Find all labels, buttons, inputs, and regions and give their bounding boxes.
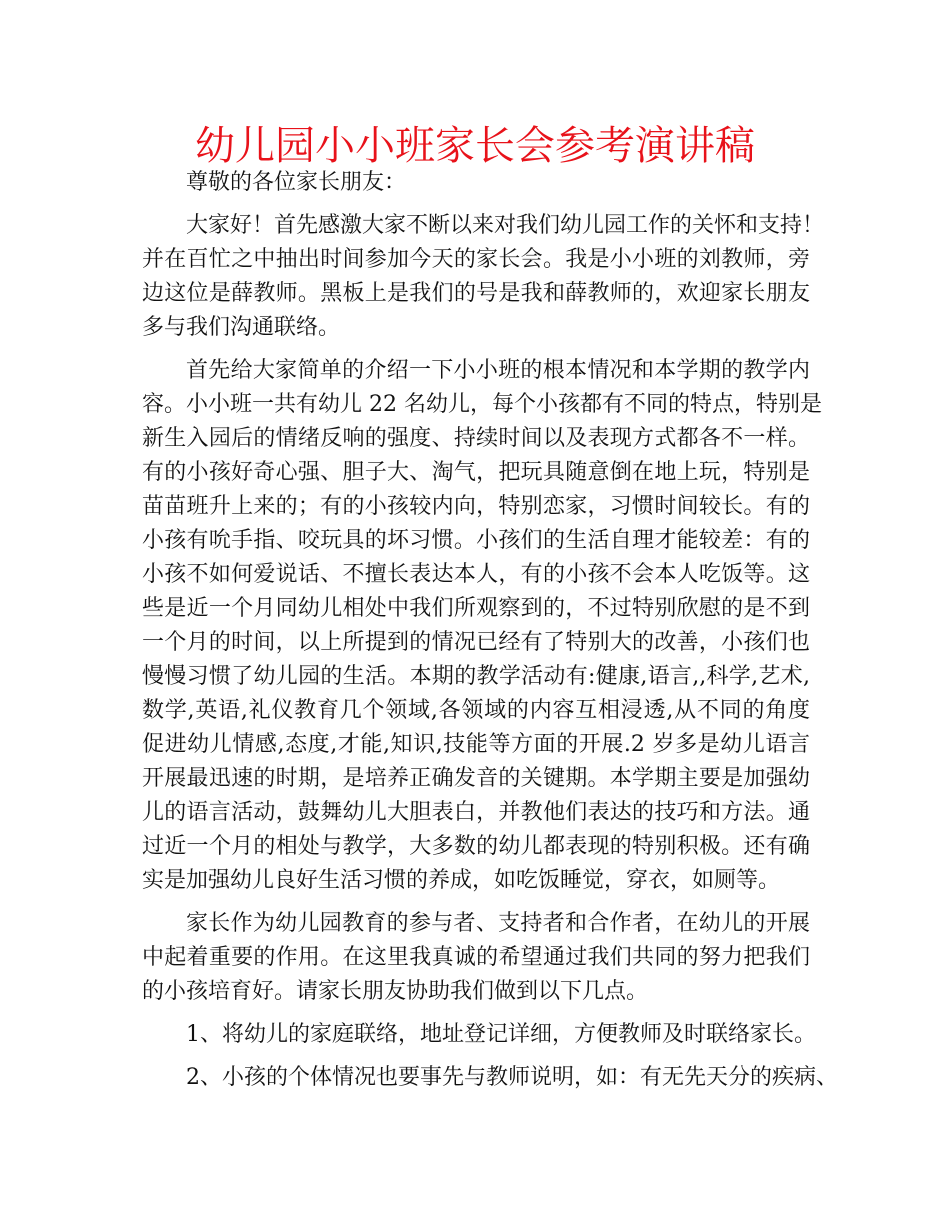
text-line: 首先给大家简单的介绍一下小小班的根本情况和本学期的教学内 xyxy=(186,358,810,383)
document-title: 幼儿园小小班家长会参考演讲稿 xyxy=(195,123,755,169)
text-line: 并在百忙之中抽出时间参加今天的家长会。我是小小班的刘教师，旁 xyxy=(142,247,810,272)
text-line: 的小孩培育好。请家长朋友协助我们做到以下几点。 xyxy=(142,979,649,1004)
text-line: 1、将幼儿的家庭联络，地址登记详细，方便教师及时联络家长。 xyxy=(186,1022,816,1047)
text-line: 2、小孩的个体情况也要事先与教师说明，如：有无先天分的疾病、 xyxy=(186,1065,838,1090)
text-line: 边这位是薛教师。黑板上是我们的号是我和薛教师的，欢迎家长朋友 xyxy=(142,281,810,306)
text-line: 小孩不如何爱说话、不擅长表达本人，有的小孩不会本人吃饭等。这 xyxy=(142,562,810,587)
text-line: 小孩有吮手指、咬玩具的坏习惯。小孩们的生活自理才能较差：有的 xyxy=(142,528,810,553)
text-line: 些是近一个月同幼儿相处中我们所观察到的，不过特别欣慰的是不到 xyxy=(142,596,810,621)
text-line: 过近一个月的相处与教学，大多数的幼儿都表现的特别积极。还有确 xyxy=(142,834,810,859)
text-line: 多与我们沟通联络。 xyxy=(142,315,341,340)
text-line: 促进幼儿情感,态度,才能,知识,技能等方面的开展.2 岁多是幼儿语言 xyxy=(142,732,810,757)
text-line: 新生入园后的情绪反响的强度、持续时间以及表现方式都各不一样。 xyxy=(142,426,810,451)
text-line: 容。小小班一共有幼儿 22 名幼儿，每个小孩都有不同的特点，特别是 xyxy=(142,392,822,417)
text-line: 儿的语言活动，鼓舞幼儿大胆表白，并教他们表达的技巧和方法。通 xyxy=(142,800,810,825)
text-line: 实是加强幼儿良好生活习惯的养成，如吃饭睡觉，穿衣，如厕等。 xyxy=(142,868,781,893)
text-line: 大家好！首先感激大家不断以来对我们幼儿园工作的关怀和支持！ xyxy=(186,213,825,238)
text-line: 慢慢习惯了幼儿园的生活。本期的教学活动有:健康,语言,,科学,艺术, xyxy=(142,664,810,689)
text-line: 开展最迅速的时期，是培养正确发音的关键期。本学期主要是加强幼 xyxy=(142,766,810,791)
salutation: 尊敬的各位家长朋友： xyxy=(186,170,407,195)
text-line: 有的小孩好奇心强、胆子大、淘气，把玩具随意倒在地上玩，特别是 xyxy=(142,460,810,485)
text-line: 一个月的时间，以上所提到的情况已经有了特别大的改善，小孩们也 xyxy=(142,630,810,655)
text-line: 苗苗班升上来的；有的小孩较内向，特别恋家，习惯时间较长。有的 xyxy=(142,494,810,519)
text-line: 中起着重要的作用。在这里我真诚的希望通过我们共同的努力把我们 xyxy=(142,945,810,970)
text-line: 家长作为幼儿园教育的参与者、支持者和合作者，在幼儿的开展 xyxy=(186,911,810,936)
document-body xyxy=(142,166,838,1095)
text-line: 数学,英语,礼仪教育几个领域,各领域的内容互相浸透,从不同的角度 xyxy=(142,698,810,723)
